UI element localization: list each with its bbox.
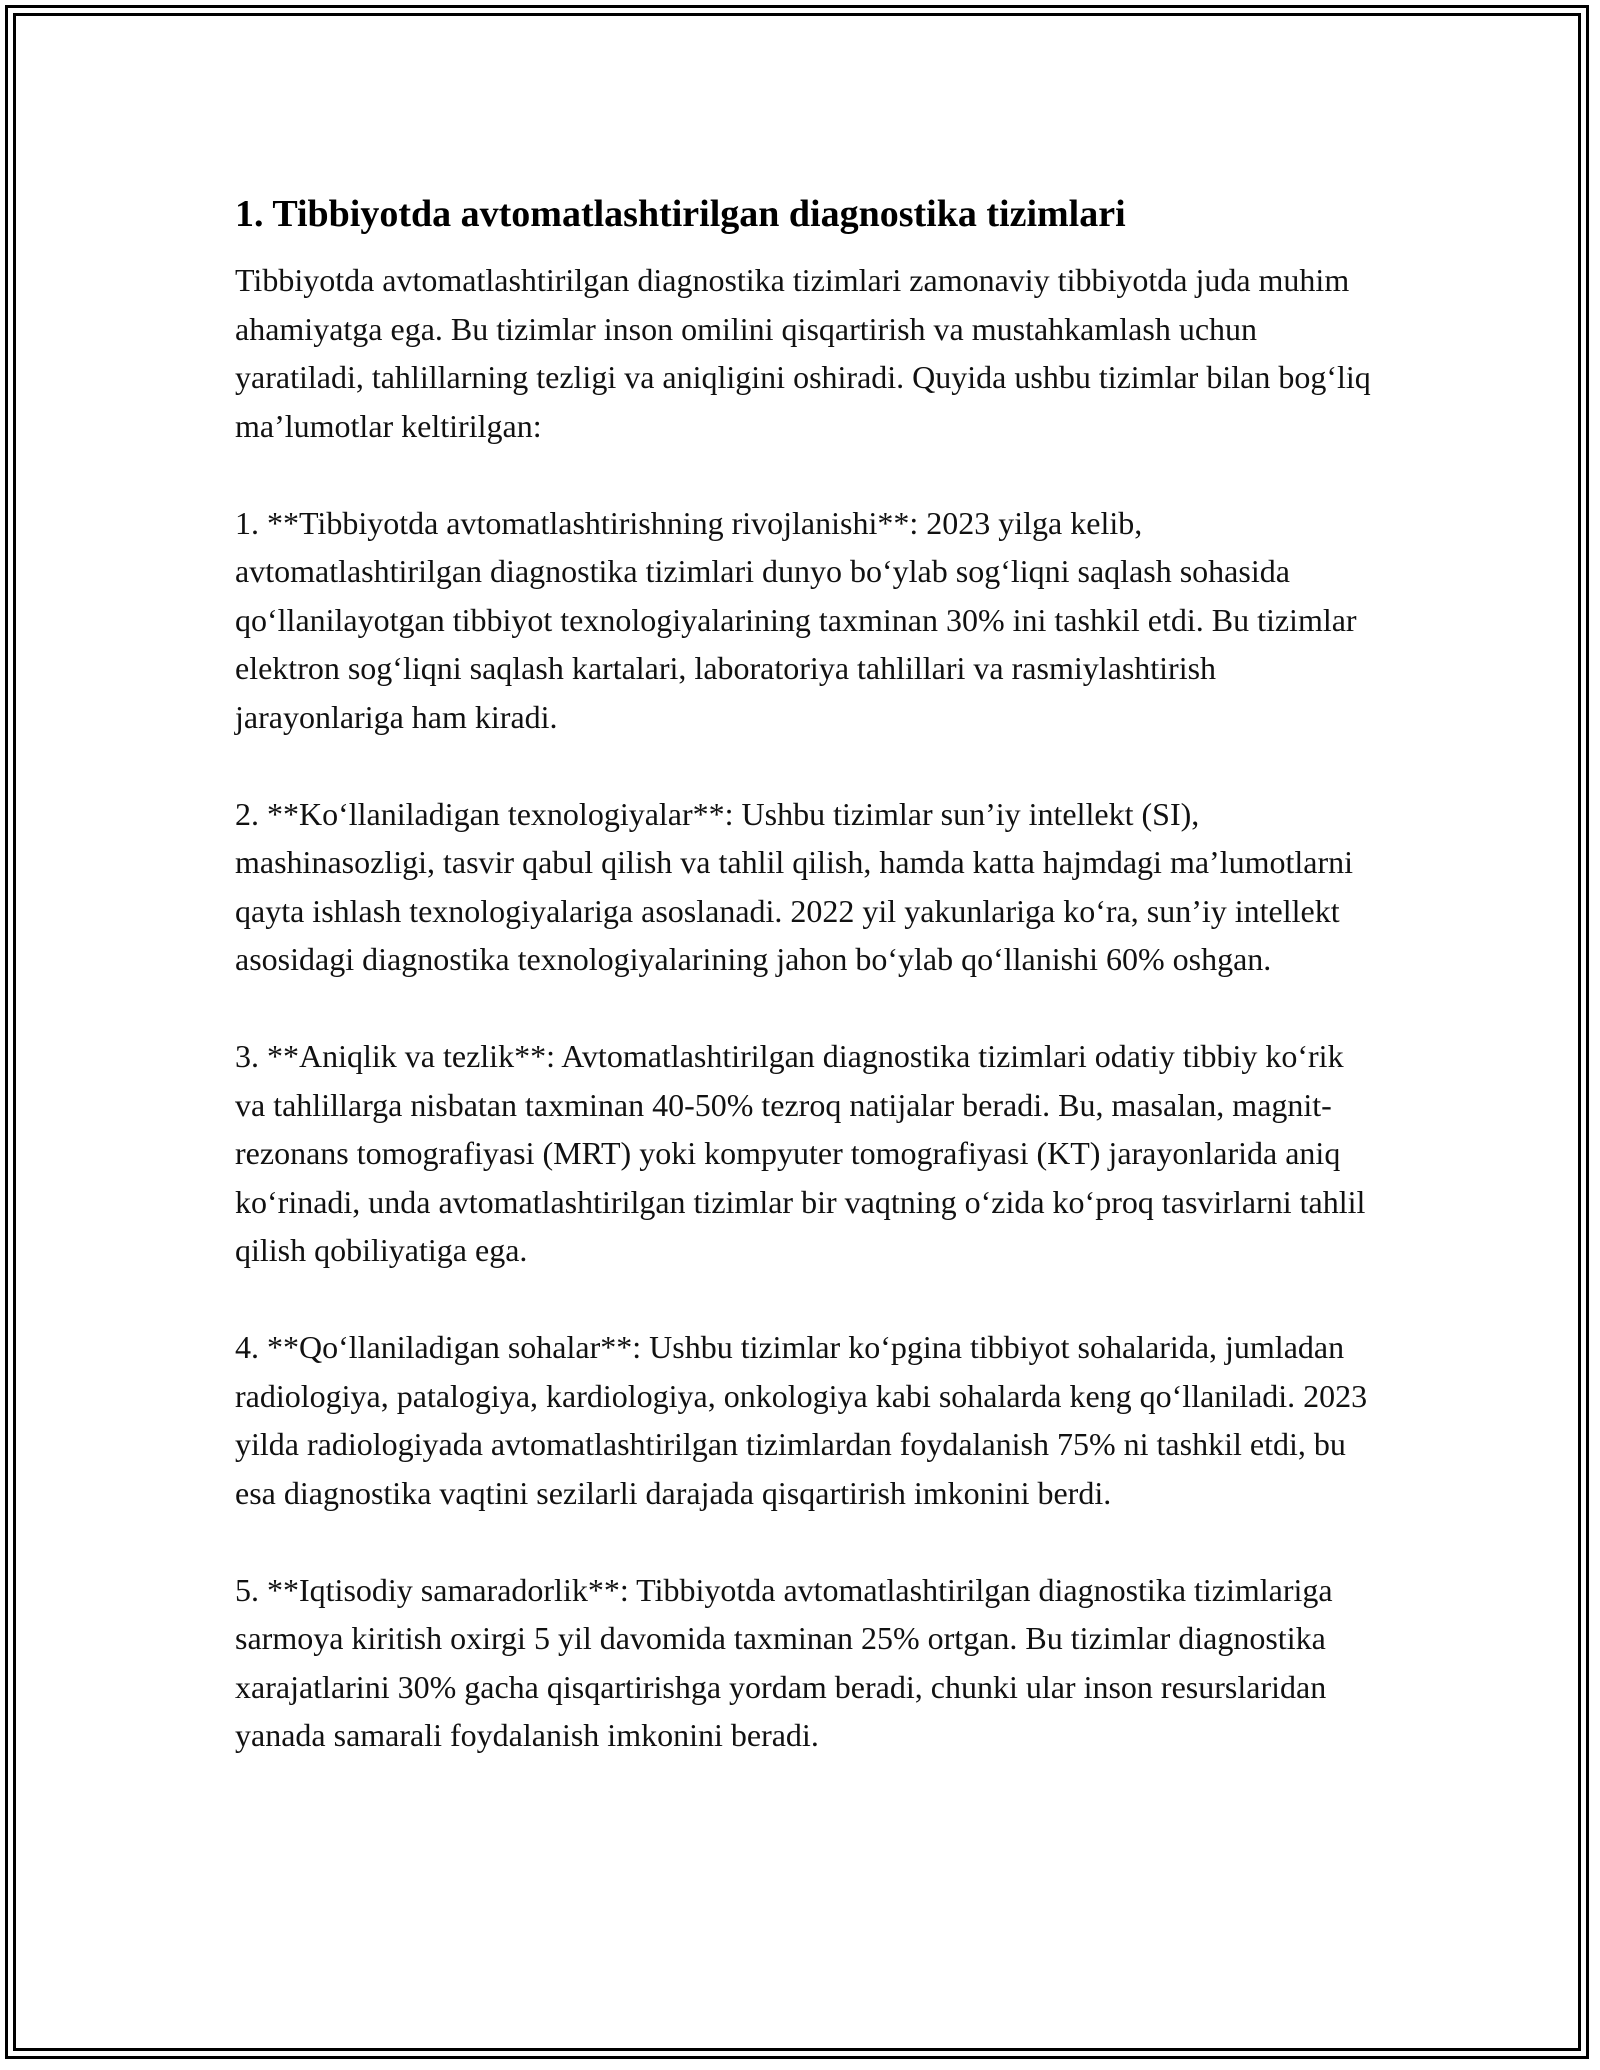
list-item-1: 1. **Tibbiyotda avtomatlashtirishning rivojlanishi**: 2023 yilga kelib, avtomatlashtirilgan diagnostika tizimlari dunyo bo‘ylab sog‘liqni saqlash sohasida qo‘llanilayotgan tibbiyot texnologiyalarining taxminan 30% ini tashkil etdi. Bu tizimlar elektron sog‘liqni saqlash kartalari, laboratoriya tahlillari va rasmiylashtirish jarayonlariga ham kiradi. [235,504,1357,735]
document-body [235,186,1380,1760]
list-item-5: 5. **Iqtisodiy samaradorlik**: Tibbiyotda avtomatlashtirilgan diagnostika tizimlariga sarmoya kiritish oxirgi 5 yil davomida taxminan 25% ortgan. Bu tizimlar diagnostika xarajatlarini 30% gacha qisqartirishga yordam beradi, chunki ular inson resurslaridan yanada samarali foydalanish imkonini beradi. [235,1571,1333,1753]
document-title: 1. Tibbiyotda avtomatlashtirilgan diagnostika tizimlari [235,193,1126,235]
list-item-3: 3. **Aniqlik va tezlik**: Avtomatlashtirilgan diagnostika tizimlari odatiy tibbiy ko‘rik va tahlillarga nisbatan taxminan 40-50% tezroq natijalar beradi. Bu, masalan, magnit-rezonans tomografiyasi (MRT) yoki kompyuter tomografiyasi (KT) jarayonlarida aniq ko‘rinadi, unda avtomatlashtirilgan tizimlar bir vaqtning o‘zida ko‘proq tasvirlarni tahlil qilish qobiliyatiga ega. [235,1038,1366,1268]
list-item-2: 2. **Ko‘llaniladigan texnologiyalar**: Ushbu tizimlar sun’iy intellekt (SI), mashinasozligi, tasvir qabul qilish va tahlil qilish, hamda katta hajmdagi ma’lumotlarni qayta ishlash texnologiyalariga asoslanadi. 2022 yil yakunlariga ko‘ra, sun’iy intellekt asosidagi diagnostika texnologiyalarining jahon bo‘ylab qo‘llanishi 60% oshgan. [235,795,1353,977]
intro-paragraph: Tibbiyotda avtomatlashtirilgan diagnostika tizimlari zamonaviy tibbiyotda juda muhim ahamiyatga ega. Bu tizimlar inson omilini qisqartirish va mustahkamlash uchun yaratiladi, tahlillarning tezligi va aniqligini oshiradi. Quyida ushbu tizimlar bilan bog‘liq ma’lumotlar keltirilgan: [235,262,1371,444]
list-item-4: 4. **Qo‘llaniladigan sohalar**: Ushbu tizimlar ko‘pgina tibbiyot sohalarida, jumladan radiologiya, patalogiya, kardiologiya, onkologiya kabi sohalarda keng qo‘llaniladi. 2023 yilda radiologiyada avtomatlashtirilgan tizimlardan foydalanish 75% ni tashkil etdi, bu esa diagnostika vaqtini sezilarli darajada qisqartirish imkonini berdi. [235,1329,1368,1511]
